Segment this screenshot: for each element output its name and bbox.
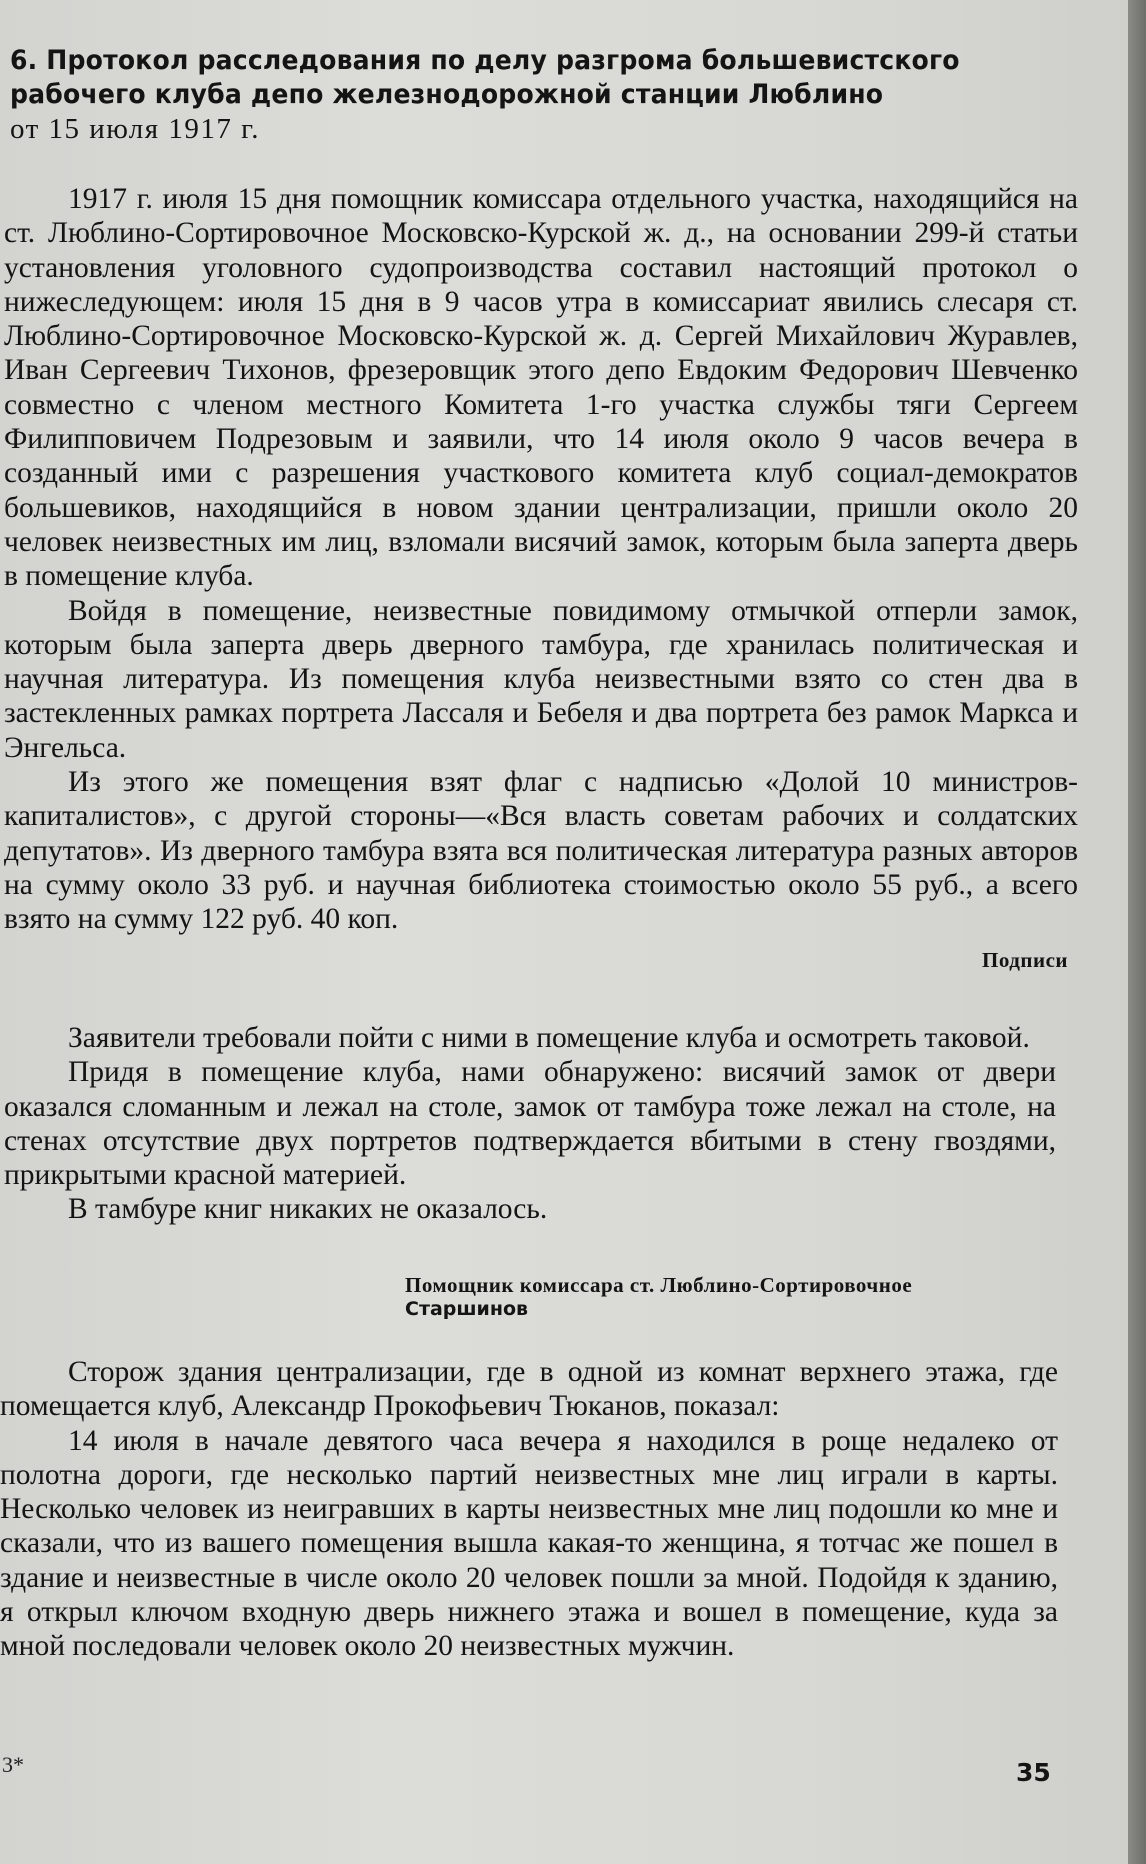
paragraph-no-books: В тамбуре книг никаких не оказалось. [68, 1193, 548, 1226]
protocol-body [4, 182, 1078, 997]
paragraph-claimants-request: Заявители требовали пойти с ними в помещение клуба и осмотреть таковой. [68, 1022, 1030, 1054]
heading-title-line-2: рабочего клуба депо железнодорожной станции Люблино [10, 79, 884, 110]
officer-title: Помощник комиссара ст. Люблино-Сортировочное [405, 1273, 913, 1297]
page-number: 35 [1016, 1758, 1051, 1787]
page-edge-shadow [1128, 0, 1146, 1864]
signature-mark: 3* [2, 1752, 24, 1777]
testimony-body [0, 1355, 1058, 1664]
paragraph-stolen-items: Из этого же помещения взят флаг с надписью «Долой 10 министров-капиталистов», с другой стороны—«Вся власть советам рабочих и солдатских депутатов». Из дверного тамбура взята вся политическая литература разных авторов на сумму около 33 руб. и научная библиотека стоимостью около 55 руб., а всего взято на сумму 122 руб. 40 коп. [4, 766, 1078, 936]
paragraph-entry-description: Войдя в помещение, неизвестные повидимому отмычкой отперли замок, которым была заперта дверь дверного тамбура, где хранилась политическая и научная литература. Из помещения клуба неизвестными взято со стен два в застекленных рамках портрета Лассаля и Бебеля и два портрета без рамок Маркса и Энгельса. [4, 594, 1078, 764]
heading-date: от 15 июля 1917 г. [10, 113, 260, 145]
signatures-label: Подписи [982, 947, 1068, 972]
paragraph-inspection-findings: Придя в помещение клуба, нами обнаружено: висячий замок от двери оказался сломанным и лежал на столе, замок от тамбура тоже лежал на столе, на стенах отсутствие двух портретов подтверждается вбитыми в стену гвоздями, прикрытыми красной материей. [4, 1056, 1056, 1192]
heading-title-line-1: 6. Протокол расследования по делу разгрома большевистского [10, 45, 960, 76]
document-heading [10, 44, 1090, 146]
officer-signature-block [405, 1273, 1065, 1321]
officer-name: Старшинов [405, 1298, 529, 1320]
paragraph-watchman-testimony: 14 июля в начале девятого часа вечера я находился в роще недалеко от полотна дороги, где несколько партий неизвестных мне лиц играли в карты. Несколько человек из неигравших в карты неизвестных мне лиц подошли ко мне и сказали, что из вашего помещения вышла какая-то женщина, я тотчас же пошел в здание и неизвестные в числе около 20 человек пошли за мной. Подойдя к зданию, я открыл ключом входную дверь нижнего этажа и вошел в помещение, куда за мной последовали человек около 20 неизвестных мужчин. [0, 1424, 1058, 1663]
paragraph-protocol-intro: 1917 г. июля 15 дня помощник комиссара отдельного участка, находящийся на ст. Люблино-Сортировочное Московско-Курской ж. д., на основании 299-й статьи установления уголовного судопроизводства составил настоящий протокол о нижеследующем: июля 15 дня в 9 часов утра в комиссариат явились слесаря ст. Люблино-Сортировочное Московско-Курской ж. д. Сергей Михайлович Журавлев, Иван Сергеевич Тихонов, фрезеровщик этого депо Евдоким Федорович Шевченко совместно с членом местного Комитета 1-го участка службы тяги Сергеем Филипповичем Подрезовым и заявили, что 14 июля около 9 часов вечера в созданный ими с разрешения участкового комитета клуб социал-демократов большевиков, находящийся в новом здании централизации, пришли около 20 человек неизвестных им лиц, взломали висячий замок, которым была заперта дверь в помещение клуба. [4, 183, 1078, 593]
inspection-body [4, 1021, 1056, 1227]
paragraph-watchman-intro: Сторож здания централизации, где в одной из комнат верхнего этажа, где помещается клуб, Александр Прокофьевич Тюканов, показал: [0, 1356, 1058, 1423]
